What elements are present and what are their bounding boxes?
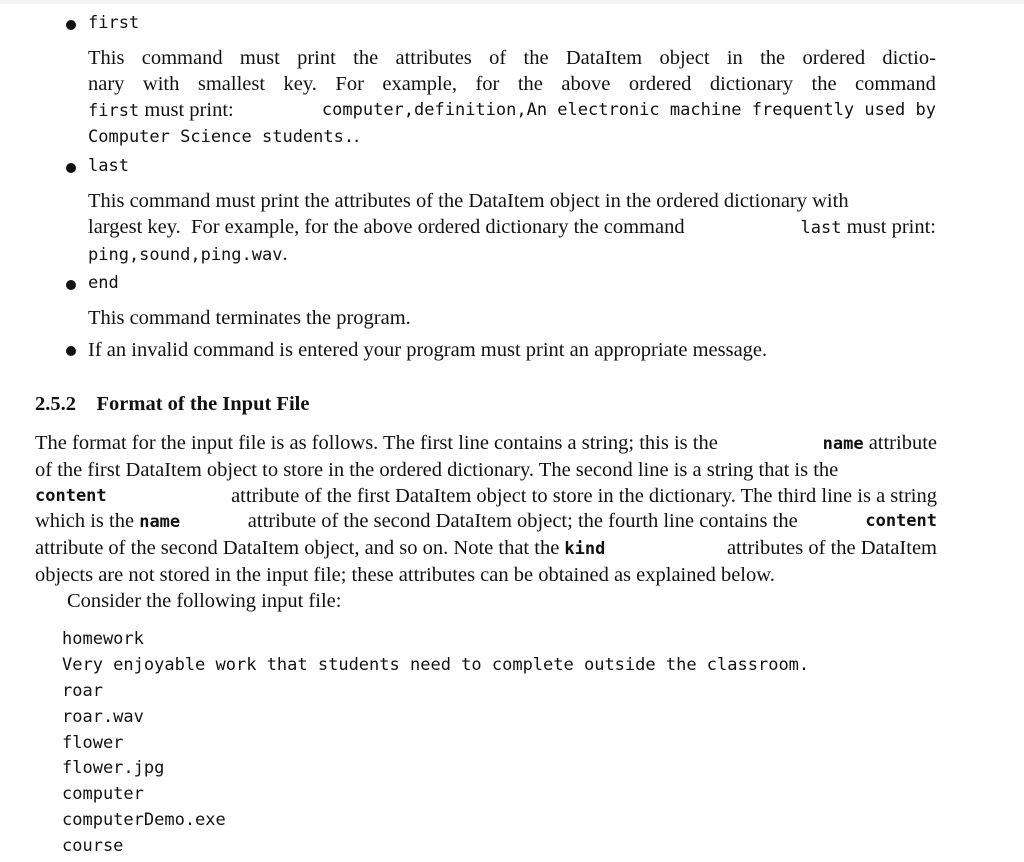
first-desc-word: This — [88, 47, 125, 69]
last-desc-line-2 — [88, 215, 936, 242]
command-last-description — [88, 189, 936, 268]
code-first-output: computer,definition,An electronic machine frequently used by — [321, 99, 936, 120]
para-l3-text: attribute of the first DataItem object to store in the dictionary. The third line is a string — [231, 484, 937, 507]
first-desc-word: attributes — [395, 47, 472, 69]
command-end-description — [88, 306, 936, 332]
first-desc-word: must — [239, 47, 280, 69]
code-name-2: name — [139, 512, 181, 533]
top-divider — [0, 0, 1024, 4]
code-last-output: ping,sound,ping.wav — [88, 244, 283, 265]
invalid-command-note — [88, 338, 936, 364]
first-desc-word: the — [517, 72, 543, 95]
first-desc-word: with — [142, 72, 180, 95]
first-period: . — [354, 125, 360, 148]
first-desc-word: the — [811, 72, 837, 95]
input-file-line: flower — [62, 732, 124, 753]
code-kind: kind — [564, 539, 606, 560]
first-desc-word: print — [297, 47, 336, 69]
first-desc-word: dictionary — [709, 72, 794, 95]
first-desc-word: For — [335, 72, 364, 95]
para-line-3 — [35, 484, 937, 510]
first-desc-word: the — [523, 47, 549, 69]
first-desc-word: dictio- — [882, 47, 936, 69]
bullet-end — [66, 280, 76, 290]
last-must-print: must print: — [846, 215, 936, 238]
first-desc-word: smallest — [197, 72, 266, 95]
command-first-label: first — [88, 13, 140, 33]
first-desc-word: of — [489, 47, 507, 69]
first-desc-word: nary — [88, 72, 125, 95]
para-l4-b: attribute of the second DataItem object; the fourth line contains the — [247, 510, 798, 533]
input-file-line: roar.wav — [62, 706, 144, 727]
first-desc-line-2 — [88, 72, 936, 98]
first-desc-word: example, — [382, 72, 457, 95]
code-last: last — [800, 217, 842, 238]
input-file-line: roar — [62, 680, 103, 701]
input-format-paragraph — [35, 431, 937, 615]
last-period: . — [282, 242, 288, 265]
end-desc-line: This command terminates the program. — [88, 307, 411, 329]
input-file-line: homework — [62, 629, 144, 649]
code-first-output-cont: Computer Science students. — [88, 127, 355, 148]
first-desc-line-3 — [88, 98, 936, 125]
first-desc-line-1 — [88, 46, 936, 72]
section-heading — [35, 393, 309, 416]
first-desc-word: command — [141, 47, 223, 69]
para-line-2: of the first DataItem object to store in the ordered dictionary. The second line is a string that is the — [35, 458, 839, 481]
command-first-description — [88, 46, 936, 151]
first-desc-word: key. — [283, 72, 317, 95]
input-file-listing — [62, 627, 809, 860]
para-l1-attribute: attribute — [868, 432, 937, 454]
bullet-invalid — [66, 346, 76, 356]
input-file-line: computer — [62, 784, 144, 805]
first-desc-word: in — [726, 47, 743, 69]
input-file-line: Very enjoyable work that students need to complete outside the classroom. — [62, 654, 810, 675]
invalid-note-line: If an invalid command is entered your program must print an appropriate message. — [88, 339, 768, 361]
first-desc-word: above — [561, 72, 611, 95]
command-end-label: end — [88, 273, 119, 293]
input-file-line: flower.jpg — [62, 758, 165, 779]
section-title: Format of the Input File — [96, 393, 310, 415]
first-must-print: must print: — [144, 98, 234, 121]
first-desc-word: DataItem — [565, 47, 643, 69]
para-l5-a: attribute of the second DataItem object, and so on. Note that the — [35, 537, 560, 560]
code-content-1: content — [35, 485, 107, 506]
input-file-line: course — [62, 836, 124, 857]
para-line-6: objects are not stored in the input file; these attributes can be obtained as explained below. — [35, 563, 775, 586]
first-desc-word: command — [855, 72, 936, 95]
last-desc-line-1: This command must print the attributes of the DataItem object in the ordered dictionary with — [88, 190, 849, 212]
para-line-7: Consider the following input file: — [67, 589, 342, 612]
first-desc-word: the — [760, 47, 786, 69]
last-desc-text: largest key. For example, for the above ordered dictionary the command — [88, 215, 685, 238]
bullet-last — [66, 163, 76, 173]
first-desc-word: the — [353, 47, 379, 69]
first-desc-line-4 — [88, 124, 936, 151]
command-last-label: last — [88, 156, 129, 176]
code-content-2: content — [865, 511, 937, 532]
section-number: 2.5.2 — [35, 393, 76, 415]
para-line-1 — [35, 431, 937, 458]
last-desc-line-3 — [88, 242, 936, 269]
para-l5-b: attributes of the DataItem — [726, 537, 937, 560]
para-line-5 — [35, 536, 937, 563]
first-desc-word: ordered — [802, 47, 866, 69]
code-first: first — [88, 100, 140, 121]
code-name-1: name — [822, 434, 864, 454]
para-l1-text: The format for the input file is as follows. The first line contains a string; this is the — [35, 432, 718, 454]
first-desc-word: for — [475, 72, 500, 95]
para-l4-a: which is the — [35, 510, 135, 533]
bullet-first — [66, 20, 76, 30]
first-desc-word: object — [659, 47, 710, 69]
first-desc-word: ordered — [628, 72, 692, 95]
input-file-line: computerDemo.exe — [62, 810, 226, 831]
para-line-4 — [35, 509, 937, 536]
